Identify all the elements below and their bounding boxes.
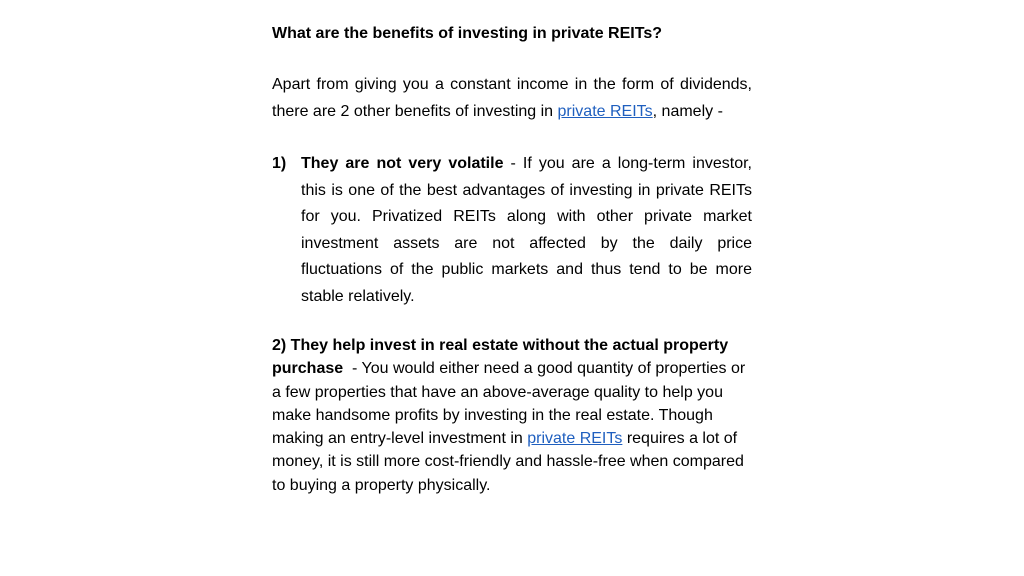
benefit-text-2: - You would either need a good quantity of properties or a few properties that have an above-average quality to help you make handsome profits by investing in the real estate. Though making an entry-level investment in (272, 360, 750, 448)
intro-paragraph (272, 72, 752, 125)
benefit-title-2: 2) They help invest in real estate without the actual property purchase (272, 337, 729, 378)
benefit-title-1: They are not very volatile (301, 155, 504, 172)
benefit-text-1: - If you are a long-term investor, this is one of the best advantages of investing in private REITs for you. Privatized REITs along with other private market investment assets are not affected by the daily price fluctuations of the public markets and thus tend to be more stable relatively. (301, 155, 753, 305)
page-heading: What are the benefits of investing in private REITs? (272, 25, 662, 42)
document-page (272, 22, 752, 572)
intro-text: Apart from giving you a constant income in the form of dividends, there are 2 other benefits of investing in (272, 76, 752, 120)
benefit-body-1 (301, 151, 752, 310)
private-reits-link-intro[interactable]: private REITs (557, 102, 653, 120)
benefit-item-2 (272, 334, 750, 497)
intro-text-end: , namely - (652, 102, 723, 120)
private-reits-link-body[interactable]: private REITs (527, 430, 623, 448)
benefit-number-1: 1) (272, 155, 287, 172)
benefit-item-1 (272, 151, 752, 310)
benefit-text-2-end: requires a lot of money, it is still more cost-friendly and hassle-free when compared to buying a property physically. (272, 430, 744, 494)
